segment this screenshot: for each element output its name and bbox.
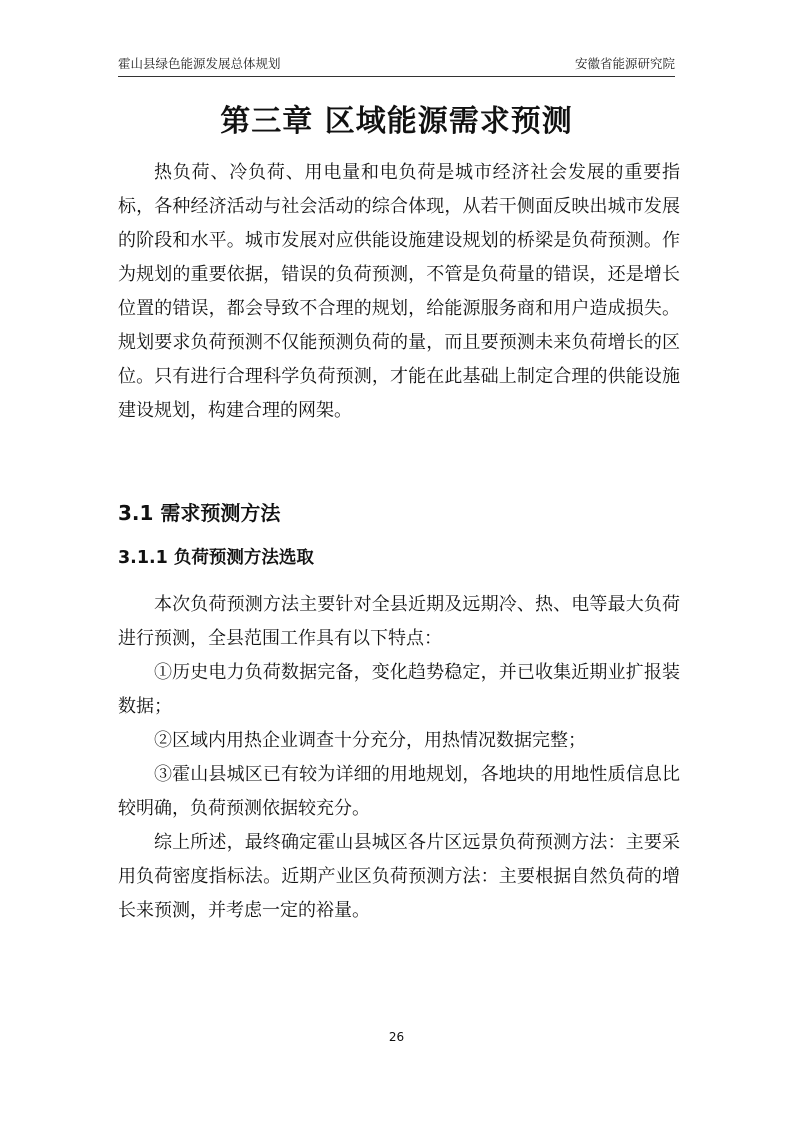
section-body	[118, 588, 680, 928]
body-paragraph: ②区域内用热企业调查十分充分，用热情况数据完整；	[154, 730, 586, 751]
body-paragraph: ③霍山县城区已有较为详细的用地规划，各地块的用地性质信息比较明确，负荷预测依据较充分。	[118, 764, 680, 819]
subsection-heading: 3.1.1 负荷预测方法选取	[118, 548, 314, 568]
header-organization: 安徽省能源研究院	[574, 56, 675, 71]
body-paragraph: 本次负荷预测方法主要针对全县近期及远期冷、热、电等最大负荷进行预测，全县范围工作具有以下特点：	[118, 594, 680, 649]
page-number: 26	[388, 1030, 405, 1044]
body-paragraph: ①历史电力负荷数据完备，变化趋势稳定，并已收集近期业扩报装数据；	[118, 662, 680, 717]
chapter-title: 第三章 区域能源需求预测	[220, 104, 573, 139]
page-header	[118, 52, 675, 77]
section-heading: 3.1 需求预测方法	[118, 501, 281, 525]
intro-section	[118, 156, 680, 428]
header-document-title: 霍山县绿色能源发展总体规划	[118, 56, 281, 71]
body-paragraph: 综上所述，最终确定霍山县城区各片区远景负荷预测方法：主要采用负荷密度指标法。近期产业区负荷预测方法：主要根据自然负荷的增长来预测，并考虑一定的裕量。	[118, 832, 680, 921]
intro-paragraph: 热负荷、冷负荷、用电量和电负荷是城市经济社会发展的重要指标，各种经济活动与社会活动的综合体现，从若干侧面反映出城市发展的阶段和水平。城市发展对应供能设施建设规划的桥梁是负荷预测。作为规划的重要依据，错误的负荷预测，不管是负荷量的错误，还是增长位置的错误，都会导致不合理的规划，给能源服务商和用户造成损失。规划要求负荷预测不仅能预测负荷的量，而且要预测未来负荷增长的区位。只有进行合理科学负荷预测，才能在此基础上制定合理的供能设施建设规划，构建合理的网架。	[118, 162, 680, 421]
